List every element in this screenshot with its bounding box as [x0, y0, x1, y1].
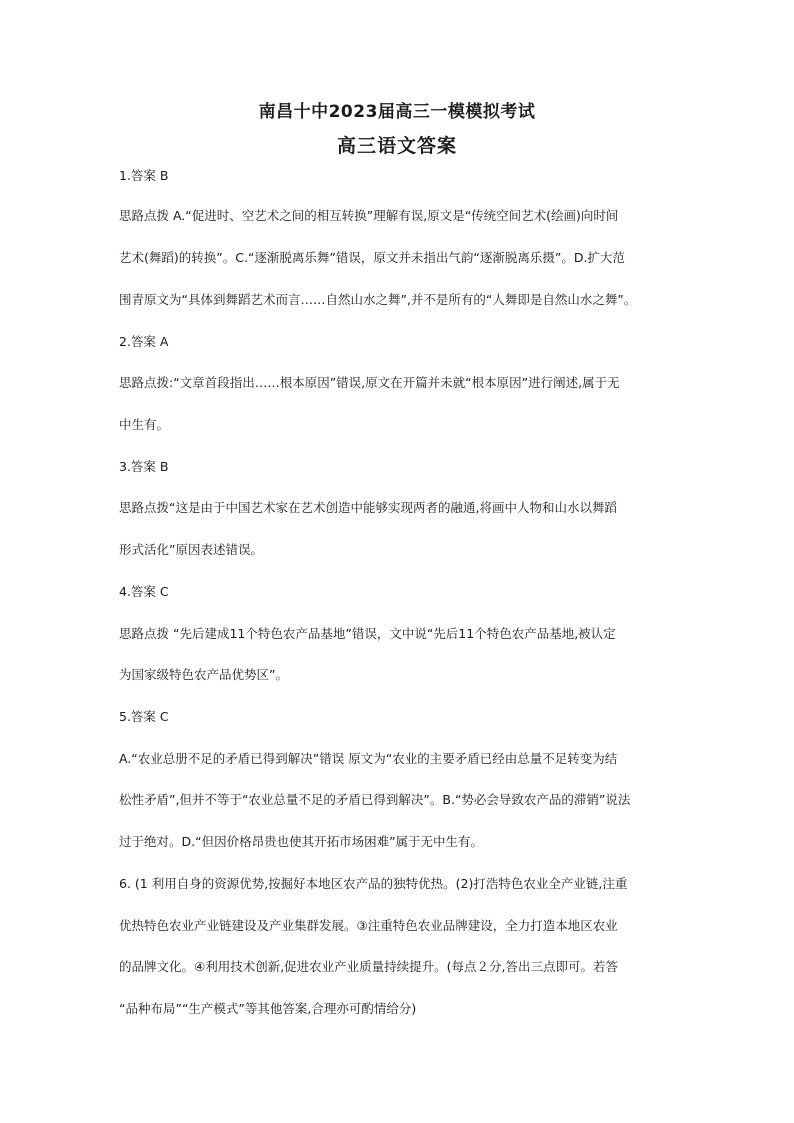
- answer-1-line-1: 思路点拨 A.“促进时、空艺术之间的相互转换”理解有误,原文是“传统空间艺术(绘画)向时间: [119, 208, 619, 223]
- answer-6-line-2: 优热特色农业产业链建设及产业集群发展。③注重特色农业品牌建设，全力打造本地区农业: [119, 918, 618, 933]
- answer-1-line-2: 艺术(舞蹈)的转换”。C.“逐渐脱离乐舞”错误，原文并未指出气韵“逐渐脱离乐摄”。D.扩大范: [119, 250, 625, 265]
- answer-6-line-3: 的品牌文化。④利用技术创新,促进农业产业质量持续提升。(每点２分,答出三点即可。若答: [119, 959, 619, 974]
- answer-1-line-3: 围青原文为“具体到舞蹈艺术而言……自然山水之舞”,并不是所有的“人舞即是自然山水之舞”。: [119, 292, 637, 307]
- answer-5-line-2: 松性矛盾”,但并不等于“农业总量不足的矛盾已得到解决”。B.“势必会导致农产品的滞销”说法: [119, 792, 631, 807]
- answer-4-line-2: 为国家级特色农产品优势区”。: [119, 667, 288, 682]
- answer-4-heading: 4.答案 C: [119, 584, 169, 599]
- answer-5-line-1: A.“农业总册不足的矛盾已得到解决”错误 原文为“农业的主要矛盾已经由总量不足转变为结: [119, 751, 618, 766]
- exam-title: 南昌十中2023届高三一模模拟考试: [258, 102, 536, 122]
- answer-3-heading: 3.答案 B: [119, 459, 169, 474]
- answer-6-line-1: 6. (1 利用自身的资源优势,按掘好本地区农产品的独特优热。(2)打浩特色农业全产业链,注重: [119, 876, 628, 891]
- answer-1-heading: 1.答案 B: [119, 168, 169, 183]
- answer-3-line-2: 形式活化”原因表述错误。: [119, 542, 263, 557]
- answer-2-line-2: 中生有。: [119, 417, 170, 432]
- answer-2-line-1: 思路点拨:“文章首段指出……根本原因”错误,原文在开篇并未就“根本原因”进行阐述,属于无: [119, 375, 620, 390]
- answer-3-line-1: 思路点拨“这是由于中国艺术家在艺术创造中能够实现两者的融通,将画中人物和山水以舞蹈: [119, 500, 617, 515]
- answer-5-line-3: 过于绝对。D.“但因价格昂贵也使其开拓市场困难”属于无中生有。: [119, 834, 484, 849]
- answer-4-line-1: 思路点拨 “先后建成11个特色农产品基地”错误，文中说“先后11个特色农产品基地,被认定: [119, 626, 616, 641]
- answer-2-heading: 2.答案 A: [119, 334, 169, 349]
- answer-subtitle: 高三语文答案: [336, 135, 457, 157]
- answer-6-line-4: “品种布局”“生产模式”等其他答案,合理亦可酌情给分): [119, 1001, 417, 1016]
- answer-5-heading: 5.答案 C: [119, 709, 169, 724]
